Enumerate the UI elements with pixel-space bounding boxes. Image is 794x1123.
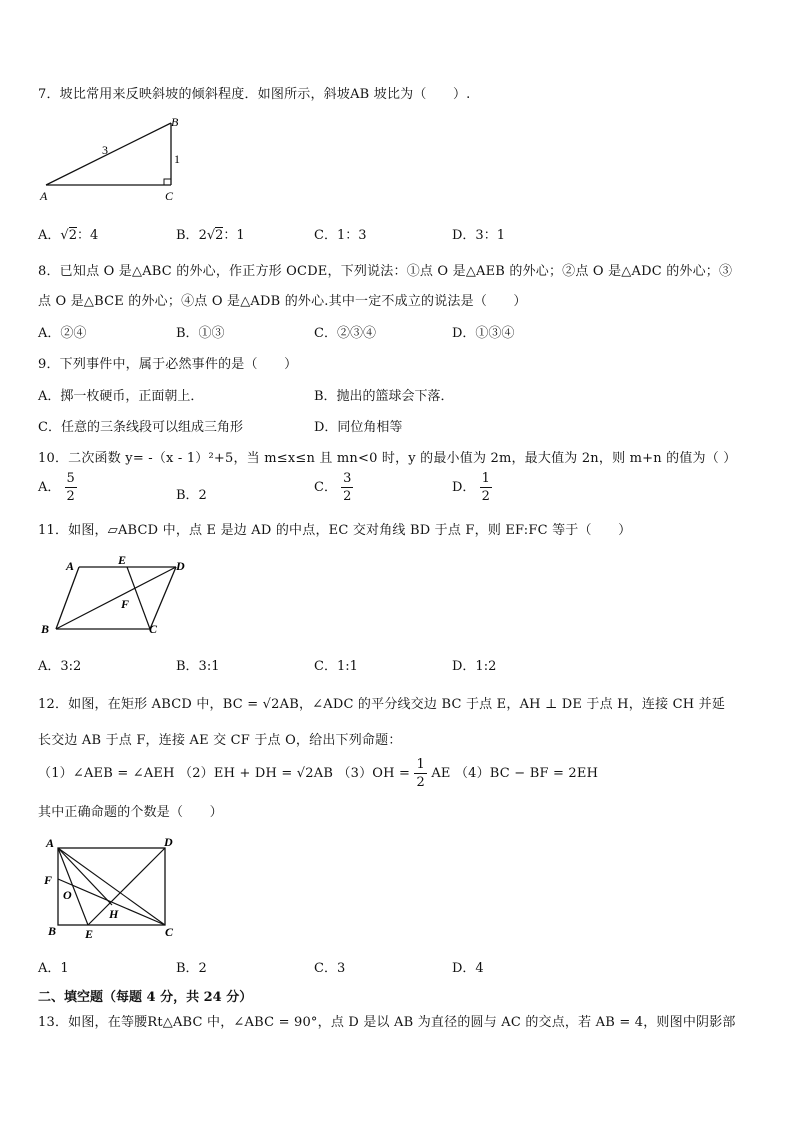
q12-option-b[interactable]: B．2 <box>176 961 207 976</box>
q10-option-d-label: D． <box>452 480 476 495</box>
q8-option-c[interactable]: C．②③④ <box>314 326 376 341</box>
q12-label-e: E <box>85 927 94 941</box>
q12-prop-3-num: 1 <box>416 757 425 772</box>
q7-label-a: A <box>40 189 48 203</box>
q9-option-d[interactable]: D．同位角相等 <box>314 420 403 435</box>
q11-label-d: D <box>176 559 185 573</box>
q12-prop-3-den: 2 <box>416 775 425 790</box>
q7-option-b[interactable] <box>176 224 245 243</box>
q12-option-a[interactable]: A．1 <box>38 961 69 976</box>
q10-option-c-num: 3 <box>343 471 352 486</box>
q9-option-c[interactable]: C．任意的三条线段可以组成三角形 <box>38 420 243 435</box>
q10-option-d-num: 1 <box>481 471 490 486</box>
q12-label-d: D <box>164 835 173 849</box>
q12-label-h: H <box>109 907 119 921</box>
q7-option-b-label: B． <box>176 228 199 243</box>
q11-label-a: A <box>66 559 75 573</box>
q10-option-c[interactable] <box>314 472 353 503</box>
q11-option-b[interactable]: B．3:1 <box>176 659 220 674</box>
q11-label-b: B <box>41 622 50 636</box>
q12-label-f: F <box>44 873 53 887</box>
q7-option-a[interactable] <box>38 224 98 243</box>
q10-stem: 10．二次函数 y= -（x - 1）²+5，当 m≤x≤n 且 mn<0 时，y 的最小值为 2m，最大值为 2n，则 m+n 的值为（ ） <box>38 451 737 466</box>
q10-option-b[interactable]: B．2 <box>176 488 207 503</box>
q7-option-a-label: A． <box>38 228 61 243</box>
q7-side-bc: 1 <box>174 152 180 166</box>
q12-stem-line1: 12．如图，在矩形 ABCD 中，BC = √2AB，∠ADC 的平分线交边 BC 于点 E，AH ⊥ DE 于点 H，连接 CH 并延 <box>38 697 726 712</box>
q7-figure <box>38 112 188 204</box>
q13-stem: 13．如图，在等腰Rt△ABC 中，∠ABC = 90°，点 D 是以 AB 为直径的圆与 AC 的交点，若 AB = 4，则图中阴影部 <box>38 1015 736 1030</box>
q12-stem-line2: 长交边 AB 于点 F，连接 AE 交 CF 于点 O，给出下列命题： <box>38 733 402 748</box>
q9-option-b[interactable]: B．抛出的篮球会下落． <box>314 389 454 404</box>
q7-option-b-radicand: 2 <box>215 228 224 243</box>
q8-stem-line2: 点 O 是△BCE 的外心；④点 O 是△ADB 的外心.其中一定不成立的说法是（ ） <box>38 294 527 309</box>
q8-option-d[interactable]: D．①③④ <box>452 326 515 341</box>
q7-label-b: B <box>171 115 179 129</box>
q12-option-d[interactable]: D．4 <box>452 961 484 976</box>
q8-stem-line1: 8．已知点 O 是△ABC 的外心，作正方形 OCDE，下列说法：①点 O 是△AEB 的外心；②点 O 是△ADC 的外心；③ <box>38 264 733 279</box>
q10-option-d-fraction <box>480 472 492 503</box>
q7-option-d[interactable]: D．3：1 <box>452 228 505 243</box>
q12-prop-3-pre: （3）OH = <box>337 766 411 781</box>
q10-option-a-num: 5 <box>66 471 75 486</box>
q11-figure <box>36 552 196 640</box>
q7-option-c[interactable]: C．1：3 <box>314 228 367 243</box>
q9-option-a[interactable]: A．掷一枚硬币，正面朝上． <box>38 389 204 404</box>
q7-label-c: C <box>165 189 174 203</box>
q7-option-a-rest: ：4 <box>76 228 99 243</box>
q12-stem-line3: 其中正确命题的个数是（ ） <box>38 805 223 820</box>
q8-option-b[interactable]: B．①③ <box>176 326 225 341</box>
q12-prop-3-fraction <box>414 758 426 789</box>
q12-propositions <box>38 758 598 789</box>
q12-label-b: B <box>48 924 57 938</box>
q7-option-b-rest: ：1 <box>223 228 245 243</box>
q12-prop-3-post: AE <box>431 766 451 781</box>
q12-label-o: O <box>63 888 72 902</box>
q7-option-a-radicand: 2 <box>68 228 77 243</box>
q12-option-c[interactable]: C．3 <box>314 961 346 976</box>
q12-prop-4: （4）BC − BF = 2EH <box>454 766 599 781</box>
q8-option-a[interactable]: A．②④ <box>38 326 87 341</box>
q12-label-a: A <box>46 836 55 850</box>
q12-label-c: C <box>165 925 174 939</box>
q11-stem: 11．如图，▱ABCD 中，点 E 是边 AD 的中点，EC 交对角线 BD 于点 F，则 EF:FC 等于（ ） <box>38 523 632 538</box>
q12-prop-2: （2）EH + DH = √2AB <box>179 766 334 781</box>
q10-option-a[interactable] <box>38 472 77 503</box>
q11-label-f: F <box>121 597 130 611</box>
q7-side-ab: 3 <box>102 143 108 157</box>
q11-option-d[interactable]: D．1:2 <box>452 659 497 674</box>
q7-option-b-coef: 2 <box>198 228 207 243</box>
q10-option-c-fraction <box>341 472 353 503</box>
q11-option-a[interactable]: A．3:2 <box>38 659 82 674</box>
q11-label-e: E <box>118 553 127 567</box>
q9-stem: 9．下列事件中，属于必然事件的是（ ） <box>38 357 298 372</box>
q11-option-c[interactable]: C．1:1 <box>314 659 358 674</box>
q10-option-d-den: 2 <box>481 489 490 504</box>
q10-option-d[interactable] <box>452 472 492 503</box>
q10-option-a-label: A． <box>38 480 61 495</box>
q7-stem: 7．坡比常用来反映斜坡的倾斜程度．如图所示，斜坡AB 坡比为（ ）. <box>38 87 471 102</box>
sqrt-icon: √ <box>60 228 69 243</box>
q10-option-c-den: 2 <box>343 489 352 504</box>
q12-figure <box>40 832 190 944</box>
q10-option-c-label: C． <box>314 480 337 495</box>
q11-label-c: C <box>149 622 158 636</box>
sqrt-icon: √ <box>206 228 216 243</box>
q10-option-a-fraction <box>65 472 77 503</box>
q10-option-a-den: 2 <box>66 489 75 504</box>
q12-prop-1: （1）∠AEB = ∠AEH <box>38 766 175 781</box>
section-heading-fill-in: 二、填空题（每题 4 分，共 24 分） <box>38 990 253 1005</box>
